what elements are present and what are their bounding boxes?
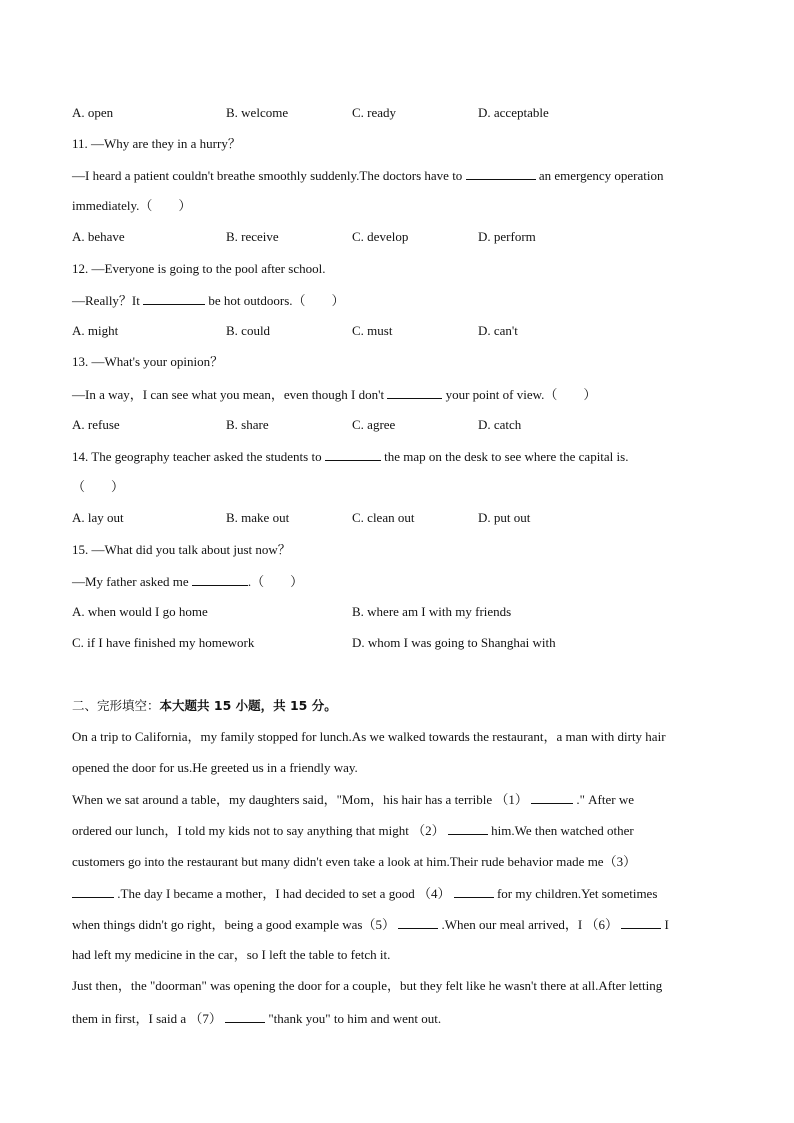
q14-option-b: B. make out [226, 510, 290, 525]
q13-stem: 13. —What's your opinion？ [72, 354, 224, 369]
q11-option-a: A. behave [72, 229, 125, 244]
q14-option-a: A. lay out [72, 510, 124, 525]
q10-option-d: D. acceptable [478, 105, 549, 120]
passage-line-6-text-a: .The day I became a mother，I had decided to set a good （4） [117, 886, 451, 901]
passage-line-3-text-b: ." After we [576, 792, 635, 807]
passage-line-5: customers go into the restaurant but many didn't even take a look at him.Their rude behavior made me（3） [72, 854, 637, 869]
cloze-blank-6 [621, 916, 661, 929]
q11-stem: 11. —Why are they in a hurry？ [72, 136, 241, 151]
q14-stem-text-a: 14. The geography teacher asked the students to [72, 449, 322, 464]
q14-blank [325, 448, 381, 461]
q13-answer-text-a: —In a way，I can see what you mean，even though I don't [72, 387, 385, 402]
q15-answer-line [72, 573, 303, 590]
passage-line-7-text-a: when things didn't go right，being a good example was（5） [72, 917, 395, 932]
q11-answer-text-a: —I heard a patient couldn't breathe smoothly suddenly.The doctors have to [72, 168, 463, 183]
q12-option-a: A. might [72, 323, 119, 338]
cloze-blank-5 [398, 916, 438, 929]
q13-blank [387, 386, 442, 399]
passage-line-4-text-a: ordered our lunch，I told my kids not to say anything that might （2） [72, 823, 445, 838]
passage-line-6 [72, 885, 657, 902]
q13-option-d: D. catch [478, 417, 522, 432]
q14-stem [72, 448, 628, 465]
q11-answer-text-b: an emergency operation [538, 168, 664, 183]
cloze-blank-2 [448, 822, 488, 835]
passage-line-7-text-b: .When our meal arrived，I （6） [441, 917, 618, 932]
q11-option-b: B. receive [226, 229, 279, 244]
passage-line-10 [72, 1010, 441, 1027]
q12-stem: 12. —Everyone is going to the pool after school. [72, 261, 326, 276]
passage-line-4-text-b: him.We then watched other [491, 823, 634, 838]
section-heading [72, 698, 337, 714]
q13-option-b: B. share [226, 417, 269, 432]
cloze-blank-3 [72, 885, 114, 898]
passage-line-6-text-b: for my children.Yet sometimes [496, 886, 658, 901]
passage-line-10-text-a: them in first，I said a （7） [72, 1011, 222, 1026]
q15-answer-text-b: .（ ） [247, 574, 304, 589]
q12-option-b: B. could [226, 323, 271, 338]
q15-stem: 15. —What did you talk about just now？ [72, 542, 291, 557]
q11-option-d: D. perform [478, 229, 536, 244]
q12-answer-text-b: be hot outdoors.（ ） [208, 293, 345, 308]
passage-line-2: opened the door for us.He greeted us in a friendly way. [72, 760, 358, 775]
q15-option-c: C. if I have finished my homework [72, 635, 255, 650]
q12-blank [143, 292, 205, 305]
q10-option-c: C. ready [352, 105, 397, 120]
q11-option-c: C. develop [352, 229, 409, 244]
q12-option-c: C. must [352, 323, 393, 338]
passage-line-8: had left my medicine in the car，so I left the table to fetch it. [72, 947, 391, 962]
passage-line-7-text-c: I [664, 917, 669, 932]
q14-stem-text-b: the map on the desk to see where the capital is. [384, 449, 629, 464]
cloze-blank-1 [531, 791, 573, 804]
passage-line-10-text-b: "thank you" to him and went out. [268, 1011, 442, 1026]
q13-answer-line [72, 386, 596, 403]
q15-option-a: A. when would I go home [72, 604, 208, 619]
cloze-blank-4 [454, 885, 494, 898]
q12-answer-text-a: —Really？It [72, 293, 140, 308]
passage-line-1: On a trip to California，my family stopped for lunch.As we walked towards the restaurant，a man with dirty hair [72, 729, 666, 744]
q14-option-c: C. clean out [352, 510, 415, 525]
q10-option-a: A. open [72, 105, 114, 120]
cloze-blank-7 [225, 1010, 265, 1023]
q15-option-d: D. whom I was going to Shanghai with [352, 635, 556, 650]
q10-option-b: B. welcome [226, 105, 289, 120]
q15-answer-text-a: —My father asked me [72, 574, 189, 589]
q13-option-c: C. agree [352, 417, 396, 432]
q11-blank [466, 167, 536, 180]
q15-blank [192, 573, 248, 586]
q13-option-a: A. refuse [72, 417, 120, 432]
q12-option-d: D. can't [478, 323, 518, 338]
passage-line-3 [72, 791, 634, 808]
q13-answer-text-b: your point of view.（ ） [445, 387, 597, 402]
q11-answer-line [72, 167, 663, 184]
section-heading-number: 二、完形填空： [72, 698, 160, 713]
q12-answer-line [72, 292, 345, 309]
passage-line-3-text-a: When we sat around a table，my daughters said，"Mom，his hair has a terrible （1） [72, 792, 528, 807]
passage-line-4 [72, 822, 634, 839]
passage-line-9: Just then，the "doorman" was opening the door for a couple，but they felt like he wasn't there at all.After letting [72, 978, 663, 993]
q11-answer-line-2: immediately.（ ） [72, 198, 192, 213]
passage-line-7 [72, 916, 669, 933]
q14-answer-bracket: （ ） [72, 479, 125, 494]
q14-option-d: D. put out [478, 510, 531, 525]
section-heading-detail: 本大题共 15 小题，共 15 分。 [159, 698, 337, 713]
q15-option-b: B. where am I with my friends [352, 604, 512, 619]
